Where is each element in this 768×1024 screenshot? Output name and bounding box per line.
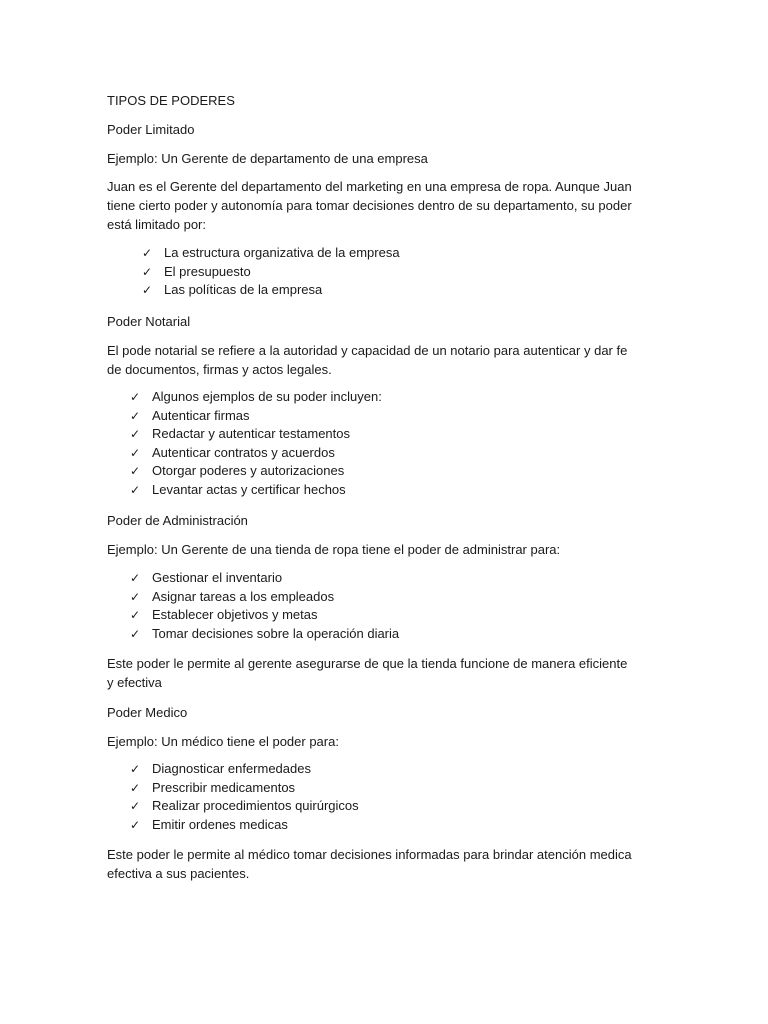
checklist-poder-notarial xyxy=(130,388,382,500)
document-title: TIPOS DE PODERES xyxy=(107,93,235,108)
check-icon: ✓ xyxy=(130,390,141,404)
list-item-label: Las políticas de la empresa xyxy=(164,282,323,298)
section-example-poder-medico: Ejemplo: Un médico tiene el poder para: xyxy=(107,734,339,749)
check-icon: ✓ xyxy=(130,762,141,776)
list-item xyxy=(130,462,382,481)
list-item xyxy=(130,407,382,426)
check-icon: ✓ xyxy=(130,464,141,479)
checklist-poder-administracion xyxy=(130,569,399,643)
list-item-label: Establecer objetivos y metas xyxy=(152,607,318,623)
check-icon: ✓ xyxy=(130,427,141,442)
check-icon: ✓ xyxy=(130,626,141,641)
list-item-label: Gestionar el inventario xyxy=(152,570,283,585)
check-icon: ✓ xyxy=(130,589,141,604)
list-item-label: Realizar procedimientos quirúrgicos xyxy=(152,798,359,814)
list-item-label: Algunos ejemplos de su poder incluyen: xyxy=(152,389,382,404)
list-item-label: Otorgar poderes y autorizaciones xyxy=(152,463,345,479)
list-item-label: Prescribir medicamentos xyxy=(152,779,296,795)
list-item xyxy=(130,760,359,779)
check-icon: ✓ xyxy=(142,283,153,298)
list-item-label: Diagnosticar enfermedades xyxy=(152,761,311,776)
section-paragraph-poder-notarial: El pode notarial se refiere a la autoridad y capacidad de un notario para autenticar y dar fe de documentos, firmas y actos legales. xyxy=(107,343,628,377)
checklist-poder-medico xyxy=(130,760,359,834)
list-item xyxy=(142,281,400,300)
list-item xyxy=(130,797,359,816)
section-heading-poder-limitado: Poder Limitado xyxy=(107,122,195,137)
list-item xyxy=(142,244,400,263)
check-icon: ✓ xyxy=(130,482,141,497)
check-icon: ✓ xyxy=(142,264,153,279)
list-item-label: La estructura organizativa de la empresa xyxy=(164,245,400,260)
section-heading-poder-medico: Poder Medico xyxy=(107,705,188,720)
list-item-label: Emitir ordenes medicas xyxy=(152,816,288,832)
list-item-label: Tomar decisiones sobre la operación diaria xyxy=(152,625,400,641)
section-example-poder-limitado: Ejemplo: Un Gerente de departamento de una empresa xyxy=(107,151,428,166)
checklist-poder-limitado xyxy=(142,244,400,300)
check-icon: ✓ xyxy=(142,246,153,260)
check-icon: ✓ xyxy=(130,571,141,585)
check-icon: ✓ xyxy=(130,445,141,460)
list-item-label: El presupuesto xyxy=(164,263,251,279)
list-item-label: Levantar actas y certificar hechos xyxy=(152,481,346,497)
list-item xyxy=(130,779,359,798)
section-example-poder-administracion: Ejemplo: Un Gerente de una tienda de ropa tiene el poder de administrar para: xyxy=(107,542,561,557)
list-item xyxy=(130,444,382,463)
list-item-label: Autenticar firmas xyxy=(152,407,250,423)
list-item xyxy=(130,481,382,500)
list-item-label: Asignar tareas a los empleados xyxy=(152,588,335,604)
list-item-label: Redactar y autenticar testamentos xyxy=(152,426,350,442)
list-item xyxy=(130,388,382,407)
list-item xyxy=(130,569,399,588)
check-icon: ✓ xyxy=(130,817,141,832)
check-icon: ✓ xyxy=(130,408,141,423)
section-closing-poder-medico: Este poder le permite al médico tomar decisiones informadas para brindar atención medica efectiva a sus pacientes. xyxy=(107,847,632,881)
list-item xyxy=(130,425,382,444)
list-item xyxy=(130,816,359,835)
list-item-label: Autenticar contratos y acuerdos xyxy=(152,444,335,460)
check-icon: ✓ xyxy=(130,608,141,623)
check-icon: ✓ xyxy=(130,780,141,795)
check-icon: ✓ xyxy=(130,799,141,814)
section-paragraph-poder-limitado: Juan es el Gerente del departamento del marketing en una empresa de ropa. Aunque Juan tiene cierto poder y autonomía para tomar decisiones dentro de su departamento, su poder está limitado por: xyxy=(107,179,632,232)
list-item xyxy=(130,625,399,644)
list-item xyxy=(130,606,399,625)
list-item xyxy=(130,588,399,607)
section-closing-poder-administracion: Este poder le permite al gerente asegurarse de que la tienda funcione de manera eficiente y efectiva xyxy=(107,656,628,690)
section-heading-poder-administracion: Poder de Administración xyxy=(107,513,248,528)
list-item xyxy=(142,263,400,282)
section-heading-poder-notarial: Poder Notarial xyxy=(107,314,191,329)
